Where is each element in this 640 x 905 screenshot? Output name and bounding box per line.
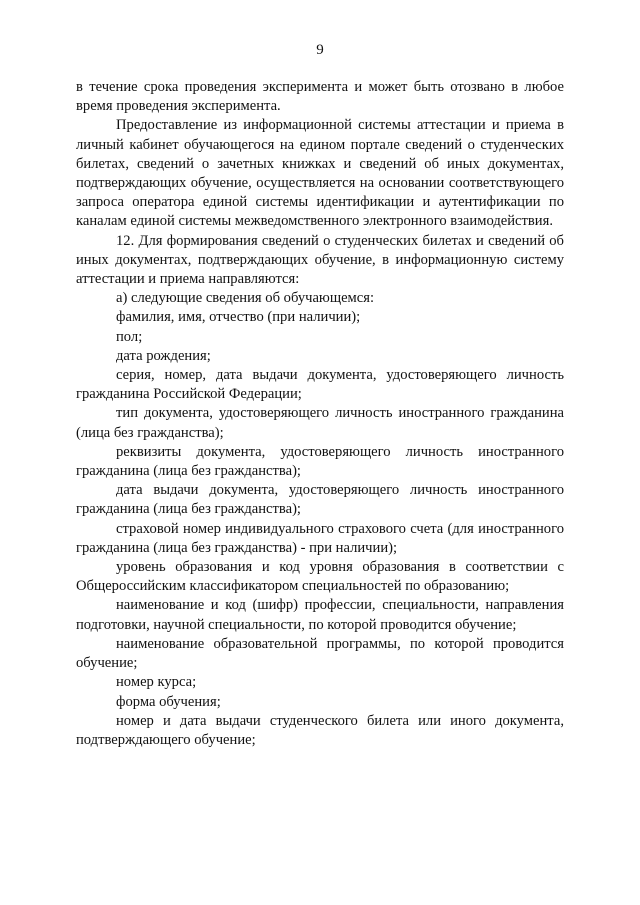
page-number: 9 bbox=[316, 42, 324, 58]
paragraph: реквизиты документа, удостоверяющего личность иностранного гражданина (лица без гражданства); bbox=[76, 443, 564, 480]
paragraph: форма обучения; bbox=[116, 693, 221, 710]
paragraph: серия, номер, дата выдачи документа, удостоверяющего личность гражданина Российской Федерации; bbox=[76, 367, 564, 403]
paragraph: наименование образовательной программы, по которой проводится обучение; bbox=[76, 635, 564, 672]
paragraph: уровень образования и код уровня образования в соответствии с Общероссийским классификатором специальностей по образованию; bbox=[76, 559, 564, 595]
paragraph: наименование и код (шифр) профессии, специальности, направления подготовки, научной специальности, по которой проводится обучение; bbox=[76, 597, 564, 633]
paragraph: а) следующие сведения об обучающемся: bbox=[116, 290, 375, 307]
paragraph: номер курса; bbox=[116, 674, 197, 691]
paragraph: фамилия, имя, отчество (при наличии); bbox=[116, 309, 361, 326]
paragraph: дата рождения; bbox=[116, 347, 211, 364]
paragraph: пол; bbox=[116, 328, 143, 345]
paragraph: 12. Для формирования сведений о студенческих билетах и сведений об иных документах, подтверждающих обучение, в информационную систему аттестации и приема направляются: bbox=[76, 232, 564, 288]
document-body bbox=[76, 78, 564, 750]
paragraph: в течение срока проведения эксперимента и может быть отозвано в любое время проведения эксперимента. bbox=[76, 79, 564, 115]
paragraph: страховой номер индивидуального страхового счета (для иностранного гражданина (лица без гражданства) - при наличии); bbox=[76, 520, 564, 556]
paragraph: Предоставление из информационной системы аттестации и приема в личный кабинет обучающегося на едином портале сведений о студенческих билетах, сведений о зачетных книжках и сведений об иных документах, подтверждающих обучение, осуществляется на основании соответствующего запроса оператора единой системы идентификации и аутентификации по каналам единой системы межведомственного электронного взаимодействия. bbox=[76, 117, 564, 230]
paragraph: дата выдачи документа, удостоверяющего личность иностранного гражданина (лица без гражданства); bbox=[76, 482, 564, 518]
paragraph: тип документа, удостоверяющего личность иностранного гражданина (лица без гражданства); bbox=[76, 405, 564, 441]
paragraph: номер и дата выдачи студенческого билета или иного документа, подтверждающего обучение; bbox=[76, 712, 564, 748]
